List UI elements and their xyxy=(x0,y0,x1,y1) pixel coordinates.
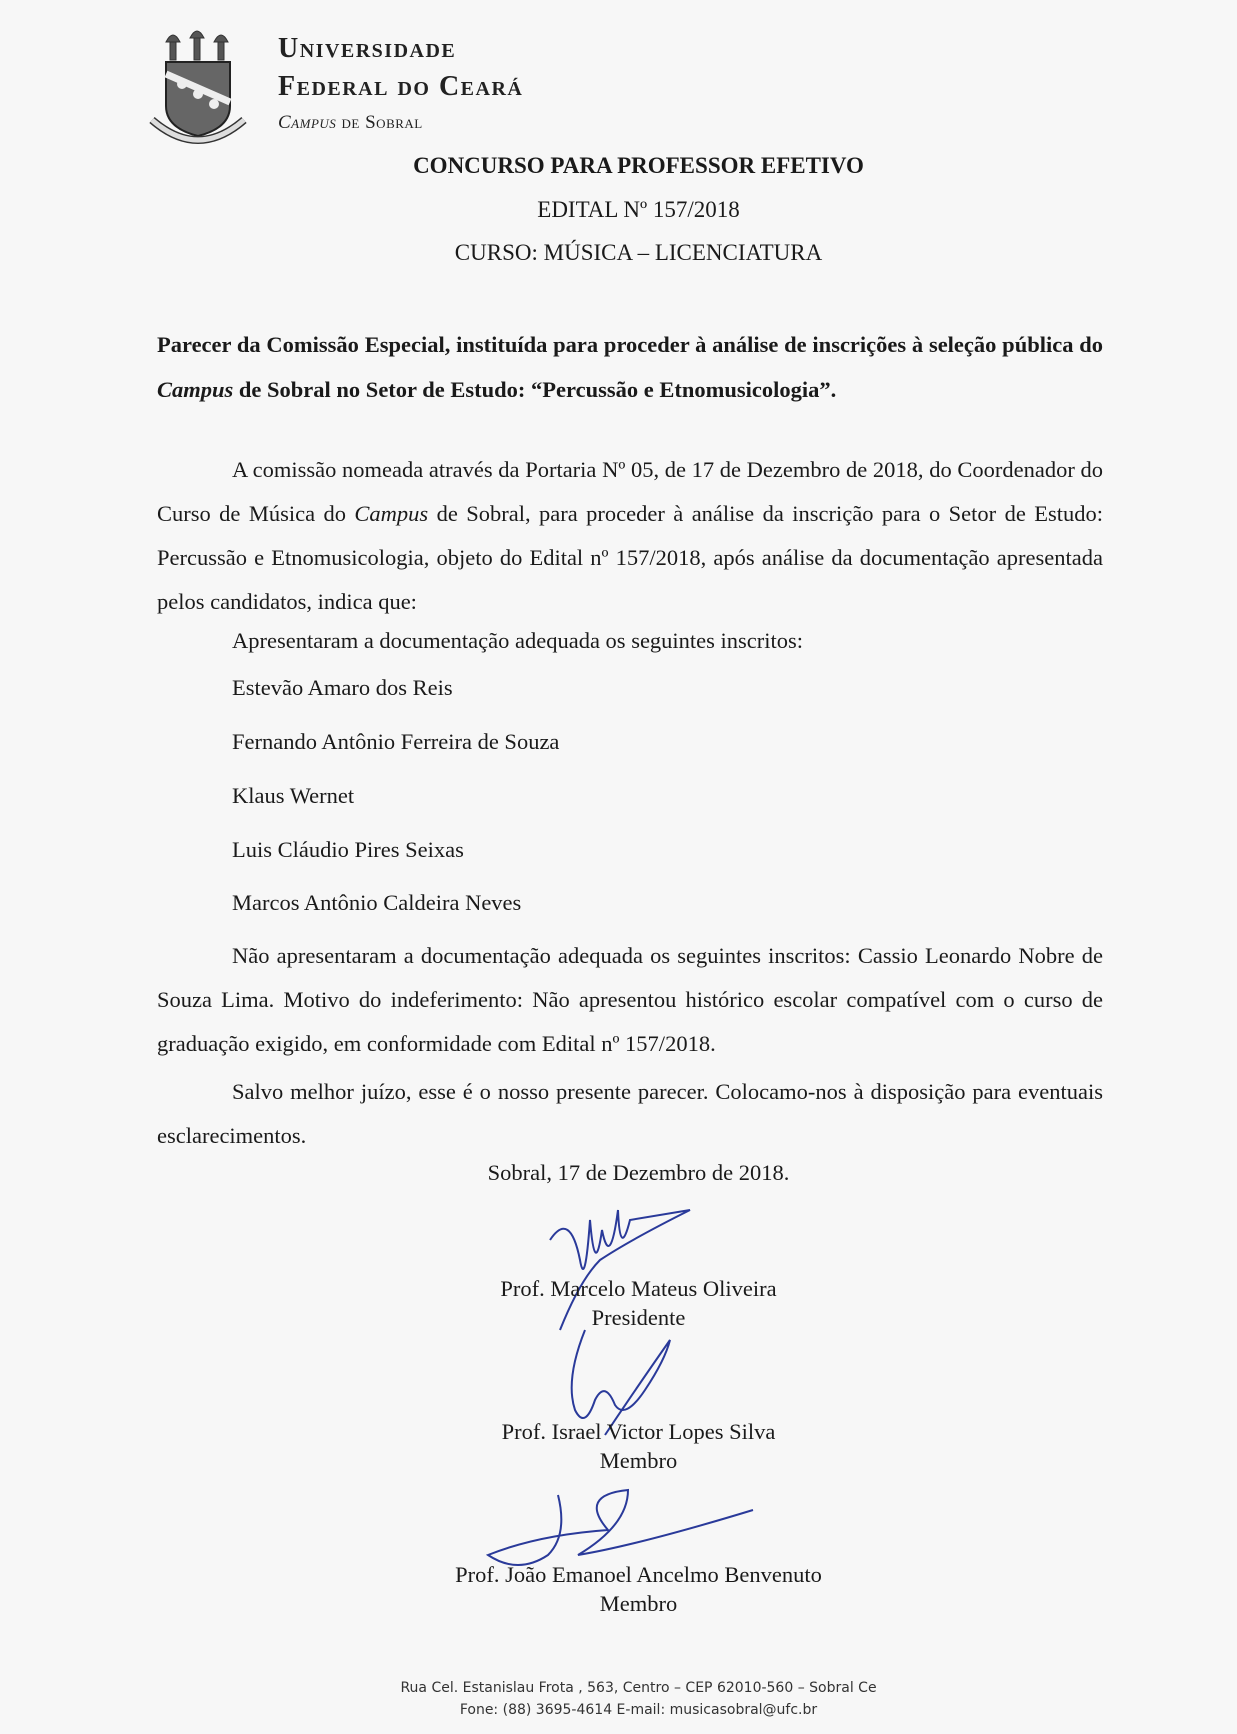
intro-paragraph: Parecer da Comissão Especial, instituída para proceder à análise de inscrições à seleção pública do Campus de Sobral no Setor de Estudo: “Percussão e Etnomusicologia”. xyxy=(157,332,1103,402)
competition-title: CONCURSO PARA PROFESSOR EFETIVO xyxy=(413,153,864,178)
signatory-role: Presidente xyxy=(591,1305,686,1330)
university-crest-logo xyxy=(148,28,248,154)
signatory-name: Prof. João Emanoel Ancelmo Benvenuto xyxy=(455,1562,822,1587)
date-line: Sobral, 17 de Dezembro de 2018. xyxy=(487,1160,790,1185)
edital-number: EDITAL Nº 157/2018 xyxy=(537,197,740,222)
university-name-block xyxy=(278,30,523,140)
footer-contact: Fone: (88) 3695-4614 E-mail: musicasobral@ufc.br xyxy=(459,1702,818,1718)
approved-candidate: Luis Cláudio Pires Seixas xyxy=(232,837,464,862)
university-name-line1: Universidade xyxy=(278,33,457,64)
approved-candidate: Estevão Amaro dos Reis xyxy=(232,675,453,700)
campus-name: Campus de Sobral xyxy=(278,112,423,133)
signatory-role: Membro xyxy=(599,1448,678,1473)
approved-candidate: Fernando Antônio Ferreira de Souza xyxy=(232,729,560,754)
signatory-name: Prof. Israel Victor Lopes Silva xyxy=(501,1419,776,1444)
paragraph-closing: Salvo melhor juízo, esse é o nosso presente parecer. Colocamo-nos à disposição para eventuais esclarecimentos. xyxy=(157,1079,1103,1148)
university-name-line2: Federal do Ceará xyxy=(278,71,524,102)
paragraph-rejected: Não apresentaram a documentação adequada os seguintes inscritos: Cassio Leonardo Nobre de Souza Lima. Motivo do indeferimento: Não apresentou histórico escolar compatível com o curso de graduação exigido, em conformidade com Edital nº 157/2018. xyxy=(157,943,1103,1056)
footer-address: Rua Cel. Estanislau Frota , 563, Centro – CEP 62010-560 – Sobral Ce xyxy=(400,1680,877,1696)
course-name: CURSO: MÚSICA – LICENCIATURA xyxy=(454,240,823,265)
signatory-name: Prof. Marcelo Mateus Oliveira xyxy=(500,1276,777,1301)
paragraph-commission: A comissão nomeada através da Portaria Nº 05, de 17 de Dezembro de 2018, do Coordenador do Curso de Música do Campus de Sobral, para proceder à análise da inscrição para o Setor de Estudo: Percussão e Etnomusicologia, objeto do Edital nº 157/2018, após análise da documentação apresentada pelos candidatos, indica que: xyxy=(157,457,1103,614)
approved-candidate: Marcos Antônio Caldeira Neves xyxy=(232,890,522,915)
signatory-role: Membro xyxy=(599,1591,678,1616)
approved-intro: Apresentaram a documentação adequada os seguintes inscritos: xyxy=(232,628,804,653)
approved-candidate: Klaus Wernet xyxy=(232,783,355,808)
